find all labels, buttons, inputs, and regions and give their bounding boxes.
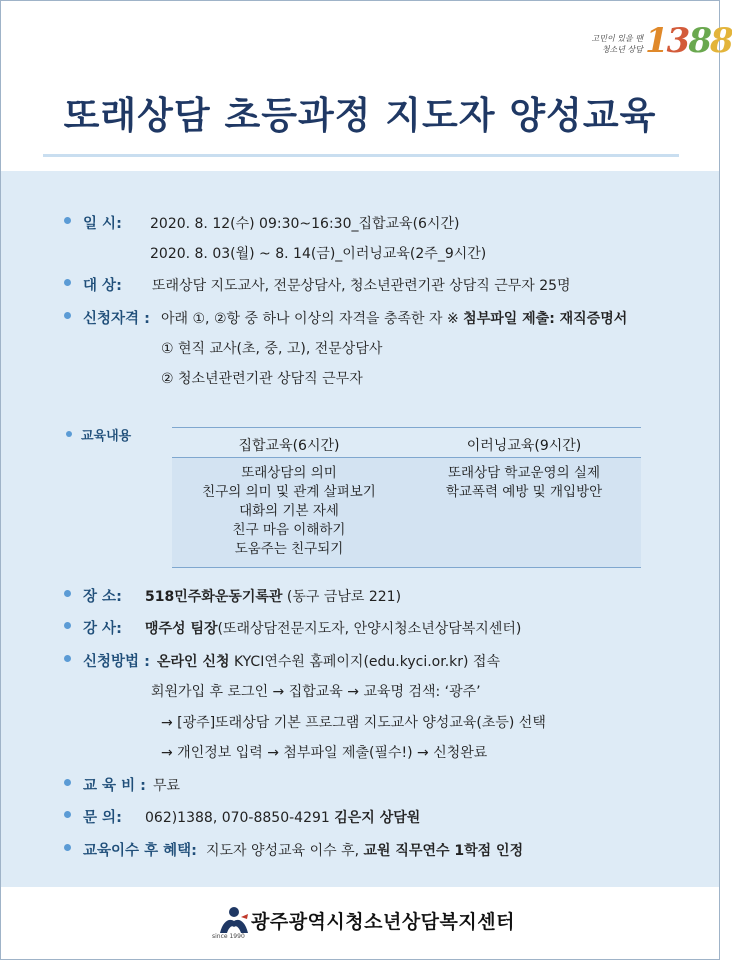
logo-digit: 3 (666, 21, 689, 61)
logo-digit: 8 (710, 21, 732, 61)
benefit-text (206, 840, 523, 860)
apply-label: 신청방법 : (83, 654, 150, 670)
page-title: 또래상담 초등과정 지도자 양성교육 (63, 94, 657, 137)
bullet-icon (64, 279, 71, 286)
target-label: 대 상: (83, 278, 122, 294)
apply-line4: → 개인정보 입력 → 첨부파일 제출(필수!) → 신청완료 (161, 745, 488, 761)
list-item: 또래상담 학교운영의 실제 (447, 465, 601, 481)
qualification-text (161, 308, 627, 328)
bullet-icon (64, 217, 71, 224)
contact-label-text: 문 의 (83, 810, 117, 826)
place-address: (동구 금남로 221) (282, 589, 402, 605)
fee-label-text: 교 육 비 (83, 778, 136, 794)
lecturer-affiliation: (또래상담전문지도자, 안양시청소년상담복지센터) (217, 621, 522, 637)
bullet-icon (64, 312, 71, 319)
footer (1, 887, 719, 959)
apply-site: KYCI연수원 홈페이지(edu.kyci.or.kr) 접속 (229, 654, 500, 670)
place-label: 장 소: (83, 589, 122, 605)
center-logo-icon (217, 905, 251, 935)
lecturer-name: 맹주성 팀장 (145, 621, 218, 637)
table-top-border (172, 427, 641, 428)
hotline-1388-logo (591, 19, 732, 71)
place-label-text: 장 소 (83, 589, 117, 605)
table-header-offline: 집합교육(6시간) (238, 438, 340, 454)
title-divider (43, 154, 679, 157)
list-item: 도움주는 친구되기 (234, 541, 344, 557)
table-bottom-border (172, 567, 641, 568)
qualification-item2: ② 청소년관련기관 상담직 근무자 (161, 371, 363, 387)
bullet-icon (64, 622, 71, 629)
contact-text (145, 807, 420, 827)
qualification-label-text: 신청자격 (83, 311, 140, 327)
benefit-condition: 지도자 양성교육 이수 후, (206, 843, 364, 859)
list-item: 대화의 기본 자세 (239, 503, 339, 519)
apply-line3: → [광주]또래상담 기본 프로그램 지도교사 양성교육(초등) 선택 (161, 715, 546, 731)
benefit-credit: 교원 직무연수 1학점 인정 (363, 843, 524, 859)
contact-label: 문 의: (83, 810, 122, 826)
content-label: 교육내용 (81, 429, 132, 444)
date-line1: 2020. 8. 12(수) 09:30~16:30_집합교육(6시간) (150, 216, 460, 232)
contact-person: 김은지 상담원 (334, 810, 421, 826)
list-item: 친구의 의미 및 관계 살펴보기 (202, 484, 376, 500)
bullet-icon (64, 779, 71, 786)
bullet-icon (64, 844, 71, 851)
offline-curriculum (172, 464, 406, 559)
apply-online: 온라인 신청 (157, 654, 230, 670)
contact-phone: 062)1388, 070-8850-4291 (145, 810, 335, 826)
date-label-text: 일 시 (83, 216, 117, 232)
apply-label-text: 신청방법 (83, 654, 140, 670)
qualification-item1: ① 현직 교사(초, 중, 고), 전문상담사 (161, 341, 383, 357)
bullet-icon (64, 655, 71, 662)
list-item: 학교폭력 예방 및 개입방안 (445, 484, 603, 500)
lecturer-label: 강 사: (83, 621, 122, 637)
place-venue: 518민주화운동기록관 (145, 589, 283, 605)
place-text (145, 586, 401, 606)
online-curriculum (407, 464, 641, 502)
qualification-label: 신청자격 : (83, 311, 150, 327)
lecturer-text (145, 618, 521, 638)
bullet-icon (64, 811, 71, 818)
lecturer-label-text: 강 사 (83, 621, 117, 637)
logo-number-text (645, 21, 732, 61)
header (1, 1, 732, 169)
logo-tagline-line2: 청소년 상담 (601, 45, 643, 54)
date-label: 일 시: (83, 216, 122, 232)
logo-digit: 8 (688, 21, 711, 61)
date-line2: 2020. 8. 03(월) ~ 8. 14(금)_이러닝교육(2주_9시간) (150, 246, 487, 262)
qualification-attachment: 첨부파일 제출: 재직증명서 (463, 311, 628, 327)
target-text: 또래상담 지도교사, 전문상담사, 청소년관련기관 상담직 근무자 25명 (152, 278, 571, 294)
list-item: 또래상담의 의미 (241, 465, 337, 481)
benefit-label: 교육이수 후 혜택: (83, 843, 197, 859)
since-label: since 1990 (212, 933, 245, 940)
fee-text: 무료 (153, 778, 181, 794)
fee-label: 교 육 비 : (83, 778, 146, 794)
list-item: 친구 마음 이해하기 (232, 522, 346, 538)
table-header-online: 이러닝교육(9시간) (466, 438, 582, 454)
target-label-text: 대 상 (83, 278, 117, 294)
bullet-icon (66, 431, 72, 437)
qualification-text-plain: 아래 ①, ②항 중 하나 이상의 자격을 충족한 자 ※ (161, 311, 464, 327)
logo-tagline (591, 33, 643, 55)
logo-tagline-line1: 고민이 있을 땐 (591, 34, 643, 43)
logo-number (645, 21, 732, 61)
bullet-icon (64, 590, 71, 597)
organization-name: 광주광역시청소년상담복지센터 (251, 911, 515, 933)
logo-digit: 1 (645, 21, 667, 61)
apply-text (157, 651, 500, 671)
apply-line2: 회원가입 후 로그인 → 집합교육 → 교육명 검색: ‘광주’ (151, 684, 481, 700)
